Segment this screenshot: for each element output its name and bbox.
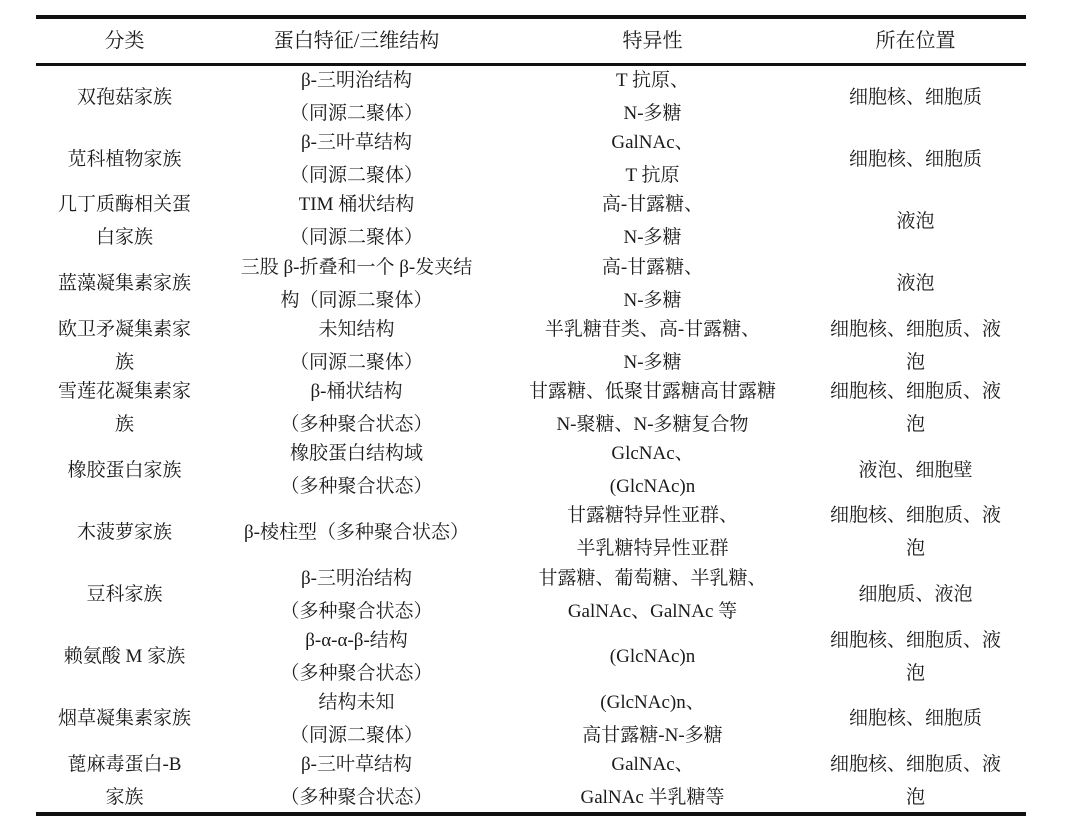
cell-line: 结构未知 (318, 691, 395, 713)
cell-line: 高甘露糖-N-多糖 (582, 724, 723, 746)
cell-category (36, 439, 213, 501)
cell-line: N-多糖 (623, 289, 682, 311)
cell-line: 细胞核、细胞质、液 (829, 318, 1001, 340)
cell-line: 细胞核、细胞质 (848, 86, 982, 108)
cell-category (36, 253, 213, 315)
cell-line: （同源二聚体） (289, 103, 423, 125)
cell-location (805, 688, 1026, 750)
cell-structure (213, 626, 500, 688)
cell-structure (213, 315, 500, 377)
cell-category (36, 66, 213, 128)
cell-line: 高-甘露糖、 (601, 194, 704, 216)
cell-line: 泡 (905, 351, 925, 373)
cell-line: （同源二聚体） (289, 227, 423, 249)
cell-line: 甘露糖、低聚甘露糖高甘露糖 (528, 381, 776, 403)
cell-line: T 抗原、 (615, 70, 689, 92)
cell-line: 欧卫矛凝集素家 (57, 318, 191, 340)
cell-line: 雪莲花凝集素家 (57, 381, 191, 403)
cell-line: 双孢菇家族 (76, 86, 172, 108)
cell-line: β-三叶草结构 (301, 754, 412, 776)
table-row (36, 190, 1026, 252)
cell-line: 细胞核、细胞质、液 (829, 505, 1001, 527)
cell-line: 三股 β-折叠和一个 β-发夹结 (240, 256, 473, 278)
cell-line: 族 (114, 414, 134, 436)
cell-structure (213, 688, 500, 750)
cell-structure (213, 750, 500, 812)
cell-line: （同源二聚体） (289, 351, 423, 373)
cell-structure (213, 377, 500, 439)
table-row (36, 750, 1026, 812)
table-row (36, 626, 1026, 688)
cell-line: (GlcNAc)n (609, 476, 696, 498)
table-header-row (36, 19, 1026, 63)
cell-line: N-多糖 (623, 351, 682, 373)
cell-line: 豆科家族 (86, 584, 163, 606)
cell-line: β-三明治结构 (301, 70, 412, 92)
cell-category (36, 688, 213, 750)
cell-line: 半乳糖苷类、高-甘露糖、 (544, 318, 761, 340)
cell-structure (213, 66, 500, 128)
cell-line: 未知结构 (318, 318, 395, 340)
cell-line: GalNAc、 (611, 754, 694, 776)
cell-line: 橡胶蛋白家族 (67, 459, 182, 481)
cell-line: 细胞核、细胞质 (848, 148, 982, 170)
cell-line: 橡胶蛋白结构域 (289, 443, 423, 465)
cell-specificity (500, 377, 805, 439)
cell-location (805, 564, 1026, 626)
cell-structure (213, 564, 500, 626)
cell-line: 蓖麻毒蛋白-B (67, 754, 182, 776)
table-row (36, 377, 1026, 439)
cell-line: 蓝藻凝集素家族 (57, 273, 191, 295)
cell-structure (213, 501, 500, 563)
cell-line: GalNAc、 (611, 132, 694, 154)
cell-line: GlcNAc、 (611, 443, 694, 465)
cell-category (36, 750, 213, 812)
cell-category (36, 626, 213, 688)
table-body (36, 66, 1026, 812)
cell-location (805, 315, 1026, 377)
cell-structure (213, 190, 500, 252)
cell-line: 液泡 (896, 273, 935, 295)
cell-category (36, 564, 213, 626)
table-row (36, 688, 1026, 750)
table-row (36, 128, 1026, 190)
cell-structure (213, 253, 500, 315)
table-row (36, 315, 1026, 377)
cell-line: (GlcNAc)n、 (600, 691, 705, 713)
cell-line: 高-甘露糖、 (601, 256, 704, 278)
cell-line: β-桶状结构 (310, 381, 403, 403)
cell-line: 家族 (105, 787, 144, 809)
table-row (36, 66, 1026, 128)
cell-location (805, 377, 1026, 439)
cell-line: 细胞质、液泡 (858, 584, 973, 606)
cell-line: (GlcNAc)n (609, 646, 696, 668)
cell-line: 细胞核、细胞质、液 (829, 381, 1001, 403)
cell-line: β-α-α-β-结构 (305, 629, 408, 651)
cell-structure (213, 439, 500, 501)
cell-line: GalNAc、GalNAc 等 (567, 600, 738, 622)
cell-line: 泡 (905, 787, 925, 809)
cell-line: （多种聚合状态） (280, 414, 433, 436)
cell-line: 甘露糖特异性亚群、 (566, 505, 738, 527)
cell-line: 泡 (905, 538, 925, 560)
table-row (36, 564, 1026, 626)
cell-specificity (500, 315, 805, 377)
cell-line: （多种聚合状态） (280, 662, 433, 684)
cell-specificity (500, 688, 805, 750)
cell-location (805, 66, 1026, 128)
header-location: 所在位置 (875, 29, 956, 52)
cell-category (36, 501, 213, 563)
cell-specificity (500, 564, 805, 626)
cell-line: 几丁质酶相关蛋 (57, 194, 191, 216)
cell-line: 白家族 (95, 227, 153, 249)
cell-line: 泡 (905, 414, 925, 436)
cell-specificity (500, 439, 805, 501)
header-specificity: 特异性 (622, 29, 683, 52)
cell-location (805, 626, 1026, 688)
cell-location (805, 253, 1026, 315)
cell-specificity (500, 66, 805, 128)
cell-line: （同源二聚体） (289, 724, 423, 746)
cell-line: 族 (114, 351, 134, 373)
cell-structure (213, 128, 500, 190)
table-row (36, 501, 1026, 563)
cell-line: 液泡 (896, 210, 935, 232)
cell-location (805, 190, 1026, 252)
cell-category (36, 190, 213, 252)
cell-location (805, 750, 1026, 812)
cell-line: N-多糖 (623, 227, 682, 249)
cell-line: 细胞核、细胞质、液 (829, 754, 1001, 776)
cell-line: β-棱柱型（多种聚合状态） (244, 521, 469, 543)
cell-category (36, 377, 213, 439)
cell-specificity (500, 253, 805, 315)
header-structure: 蛋白特征/三维结构 (273, 29, 440, 52)
cell-line: N-聚糖、N-多糖复合物 (556, 414, 749, 436)
cell-line: 半乳糖特异性亚群 (576, 538, 729, 560)
cell-specificity (500, 750, 805, 812)
cell-specificity (500, 190, 805, 252)
cell-line: N-多糖 (623, 103, 682, 125)
cell-category (36, 128, 213, 190)
cell-line: GalNAc 半乳糖等 (580, 787, 725, 809)
cell-line: β-三明治结构 (301, 567, 412, 589)
cell-line: 木菠萝家族 (76, 521, 172, 543)
cell-line: 细胞核、细胞质、液 (829, 629, 1001, 651)
cell-specificity (500, 626, 805, 688)
lectin-family-table (36, 15, 1026, 816)
cell-line: 苋科植物家族 (67, 148, 182, 170)
cell-line: TIM 桶状结构 (298, 194, 415, 216)
cell-specificity (500, 128, 805, 190)
cell-location (805, 439, 1026, 501)
table-row (36, 439, 1026, 501)
cell-line: 甘露糖、葡萄糖、半乳糖、 (538, 567, 767, 589)
cell-line: 液泡、细胞壁 (858, 459, 973, 481)
table-row (36, 253, 1026, 315)
cell-line: （多种聚合状态） (280, 600, 433, 622)
header-category: 分类 (104, 29, 145, 52)
cell-line: 细胞核、细胞质 (848, 708, 982, 730)
cell-line: 烟草凝集素家族 (57, 708, 191, 730)
cell-location (805, 501, 1026, 563)
table-bottom-rule (36, 812, 1026, 816)
cell-line: 构（同源二聚体） (280, 289, 433, 311)
cell-line: T 抗原 (625, 165, 680, 187)
cell-line: （多种聚合状态） (280, 476, 433, 498)
cell-line: 泡 (905, 662, 925, 684)
cell-line: （同源二聚体） (289, 165, 423, 187)
cell-line: （多种聚合状态） (280, 787, 433, 809)
cell-line: β-三叶草结构 (301, 132, 412, 154)
cell-location (805, 128, 1026, 190)
cell-specificity (500, 501, 805, 563)
cell-category (36, 315, 213, 377)
cell-line: 赖氨酸 M 家族 (63, 646, 186, 668)
